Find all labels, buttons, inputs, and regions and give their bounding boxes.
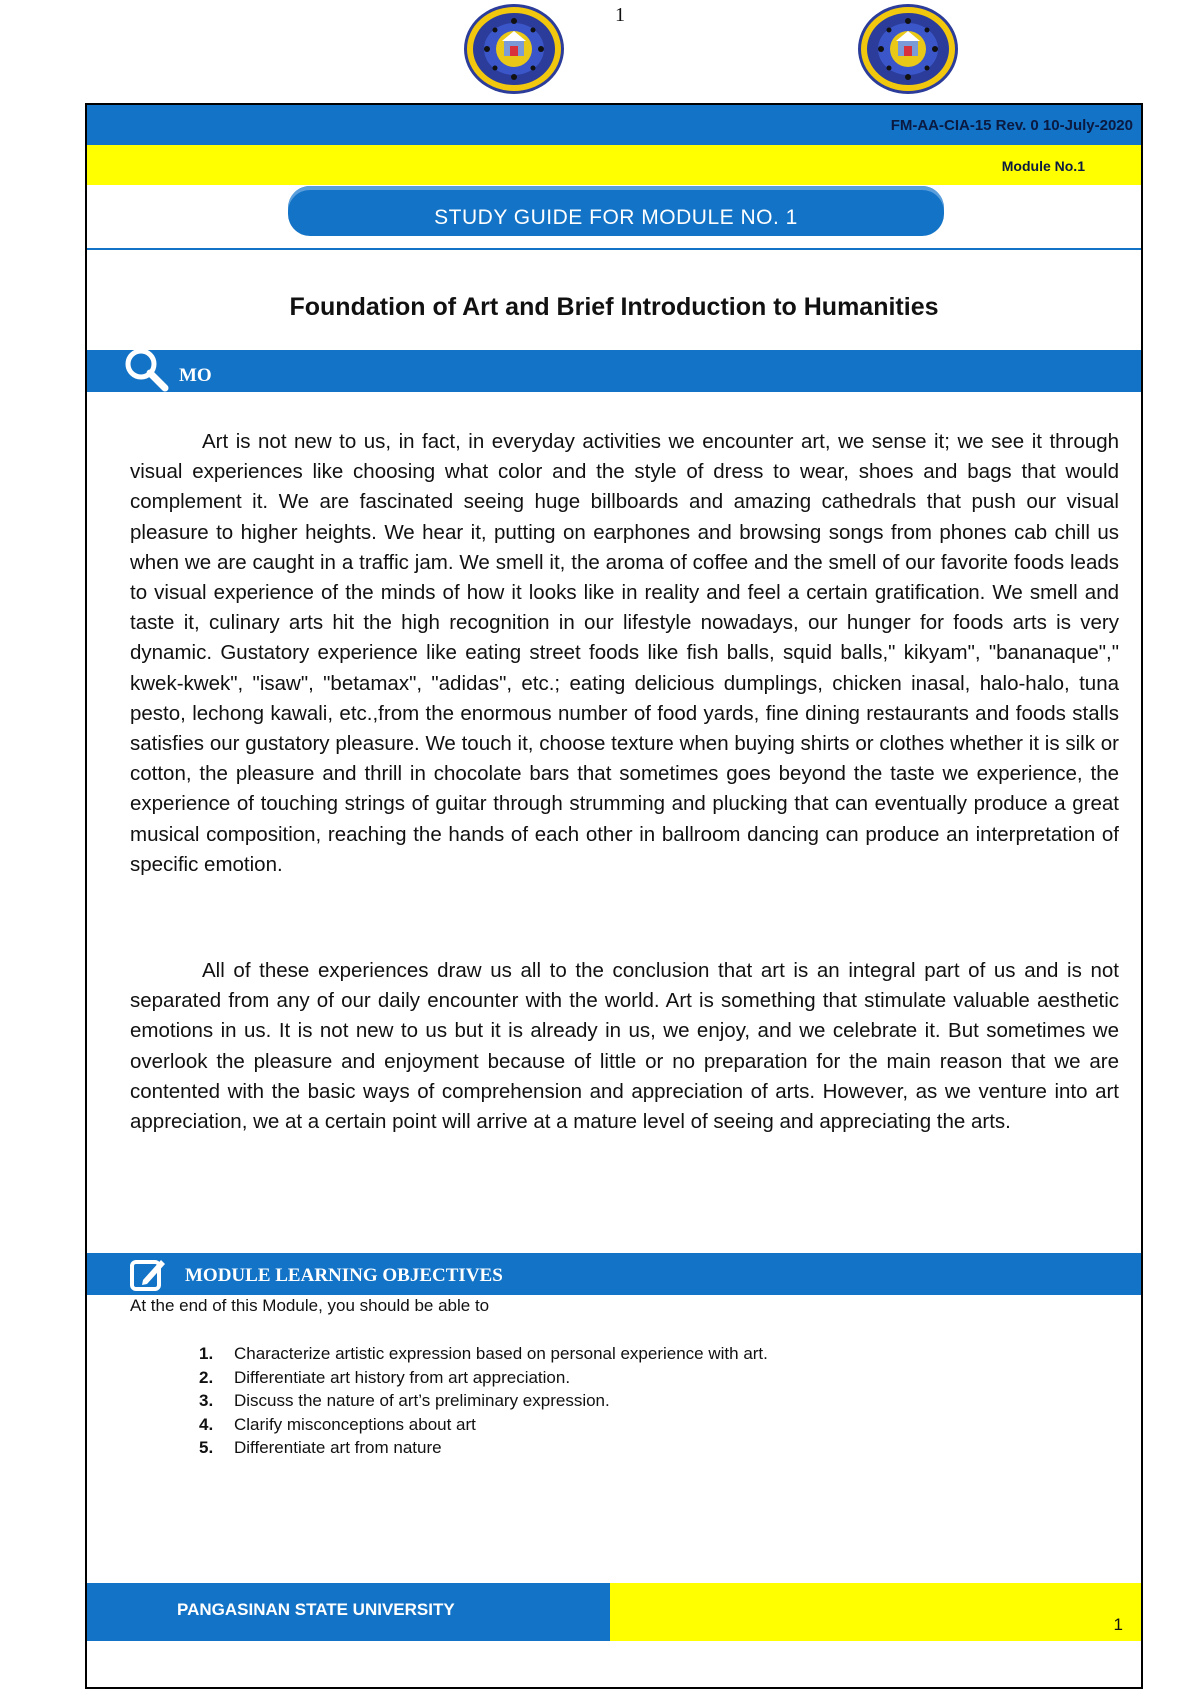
document-frame [85,103,1143,1689]
module-number: Module No.1 [1001,158,1085,174]
footer-yellow-band [610,1583,1141,1641]
objective-number: 5. [199,1438,214,1457]
header-blue-bar [87,105,1141,145]
objectives-list [199,1342,768,1460]
objective-number: 4. [199,1414,214,1434]
list-item [199,1389,768,1413]
overview-paragraph-1 [130,427,1119,880]
list-item [199,1436,768,1460]
objective-text: Differentiate art from nature [234,1438,442,1457]
footer-page-number: 1 [1113,1615,1123,1634]
header-divider [87,248,1141,250]
objective-text: Characterize artistic expression based on personal experience with art. [234,1344,768,1363]
overview-paragraph-2 [130,956,1119,1137]
study-guide-banner: STUDY GUIDE FOR MODULE NO. 1 [288,186,944,236]
university-seal-logo-right [856,2,960,96]
list-item [199,1342,768,1366]
footer-blue-band [87,1583,610,1641]
top-page-number: 1 [615,4,625,26]
objective-text: Discuss the nature of art’s preliminary expression. [234,1391,610,1410]
form-code: FM-AA-CIA-15 Rev. 0 10-July-2020 [890,117,1133,134]
document-title: Foundation of Art and Brief Introduction to Humanities [289,293,939,321]
edit-note-icon [129,1256,167,1294]
footer-university-name: PANGASINAN STATE UNIVERSITY [177,1600,455,1619]
university-seal-logo-left [462,2,566,96]
objective-number: 3. [199,1391,214,1410]
objective-text: Differentiate art history from art appreciation. [234,1367,571,1387]
objective-number: 1. [199,1344,214,1363]
list-item [199,1413,768,1437]
objectives-intro: At the end of this Module, you should be able to [130,1296,490,1315]
learning-objectives-bar [87,1253,1141,1295]
overview-paragraph-2-text: All of these experiences draw us all to the conclusion that art is an integral part of us and is not separated from any of our daily encounter with the world. Art is something that stimulate valuable aesthetic emotions in us. It is not new to us but it is already in us, we enjoy, and we celebrate it. But sometimes we overlook the pleasure and enjoyment because of little or no preparation for the main reason that we are contented with the basic ways of comprehension and appreciation of arts. However, as we venture into art appreciation, we at a certain point will arrive at a mature level of seeing and appreciating the arts. [130,959,1119,1134]
magnifier-icon [123,346,169,392]
learning-objectives-label: MODULE LEARNING OBJECTIVES [185,1265,503,1286]
overview-paragraph-1-text: Art is not new to us, in fact, in everyday activities we encounter art, we sense it; we see it through visual experiences like choosing what color and the style of dress to wear, shoes and bags that would complement it. We are fascinated seeing huge billboards and amazing cathedrals that push our visual pleasure to higher heights. We hear it, putting on earphones and browsing songs from phones cab chill us when we are caught in a traffic jam. We smell it, the aroma of coffee and the smell of our favorite foods leads to visual experience of the minds of how it looks like in reality and feel a certain gratification. We smell and taste it, culinary arts hit the high recognition in our lifestyle nowadays, our hunger for foods arts is very dynamic. Gustatory experience like eating street foods like fish balls, squid balls," kikyam", "bananaque"," kwek-kwek", "isaw", "betamax", "adidas", etc.; eating delicious dumplings, chicken inasal, halo-halo, tuna pesto, lechong kawali, etc.,from the enormous number of food yards, fine dining restaurants and foods stalls satisfies our gustatory pleasure. We touch it, choose texture when buying shirts or clothes whether it is silk or cotton, the pleasure and thrill in chocolate bars that sometimes goes beyond the taste we experience, the experience of touching strings of guitar through strumming and plucking that can eventually produce a great musical composition, reaching the hands of each other in ballroom dancing can produce an interpretation of specific emotion. [130,430,1119,876]
module-overview-label: MO [179,365,212,386]
header-yellow-bar [87,145,1141,185]
objective-text: Clarify misconceptions about art [234,1414,476,1434]
objective-number: 2. [199,1367,214,1387]
module-overview-bar [87,350,1141,392]
list-item [199,1366,768,1390]
